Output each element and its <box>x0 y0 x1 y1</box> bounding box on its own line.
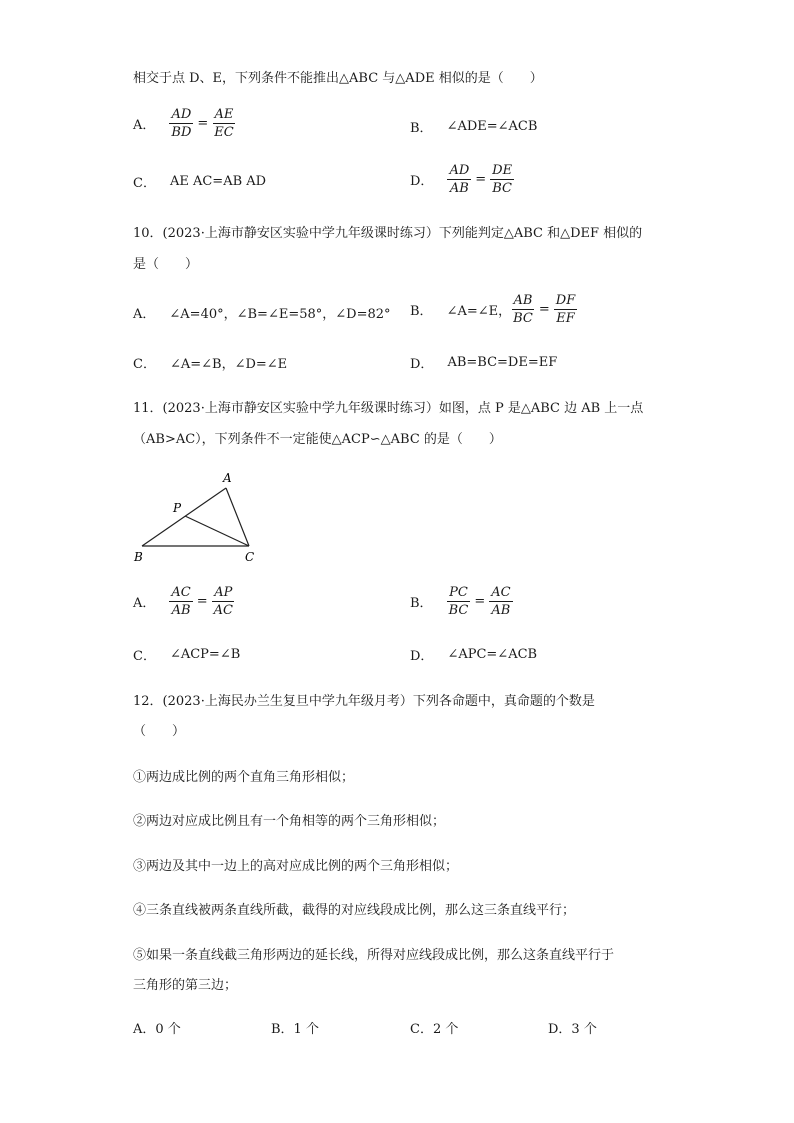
triangle-figure <box>128 468 268 568</box>
fraction: $\frac{AC}{AB}$ <box>171 585 191 618</box>
q11-line1: 11．(2023·上海市静安区实验中学九年级课时练习）如图，点 P 是△ABC 边 AB 上一点 <box>133 401 644 416</box>
fraction: $\frac{AD}{AB}$ <box>449 163 470 196</box>
segment-ba <box>142 488 226 546</box>
q12-statement-1: ①两边成比例的两个直角三角形相似； <box>133 770 355 785</box>
q12-option-c: C．2 个 <box>410 1022 459 1037</box>
q10-option-a: A． ∠A=40°，∠B=∠E=58°，∠D=82° <box>133 307 391 322</box>
q9-option-c: C． AE AC=AB AD <box>133 174 267 191</box>
fraction: $\frac{DE}{BC}$ <box>492 163 513 196</box>
fraction: $\frac{AD}{BD}$ <box>171 107 192 140</box>
fraction: $\frac{AB}{BC}$ <box>513 293 533 326</box>
q12-line2: （ ） <box>133 724 186 739</box>
q11-option-a: A． $\frac{AC}{AB}$ = $\frac{AP}{AC}$ <box>133 585 233 618</box>
q12-option-b: B．1 个 <box>271 1022 319 1037</box>
fraction: $\frac{AC}{AB}$ <box>491 585 511 618</box>
q9-option-d: D． $\frac{AD}{AB}$ = $\frac{DE}{BC}$ <box>410 163 513 196</box>
q12-statement-2: ②两边对应成比例且有一个角相等的两个三角形相似； <box>133 814 446 829</box>
label-c: C <box>245 550 255 564</box>
fraction: $\frac{DF}{EF}$ <box>555 293 576 326</box>
q12-statement-4: ④三条直线被两条直线所截，截得的对应线段成比例，那么这三条直线平行； <box>133 903 576 918</box>
label-a: A <box>223 471 232 485</box>
q10-line2: 是（ ） <box>133 257 199 272</box>
q9-stem: 相交于点 D、E，下列条件不能推出△ABC 与△ADE 相似的是（ ） <box>133 71 543 86</box>
q9-option-a: A． $\frac{AD}{BD}$ = $\frac{AE}{EC}$ <box>133 107 234 140</box>
q11-option-c: C． ∠ACP=∠B <box>133 647 241 664</box>
fraction: $\frac{PC}{BC}$ <box>448 585 469 618</box>
q12-option-d: D．3 个 <box>548 1022 597 1037</box>
q10-option-d: D． AB=BC=DE=EF <box>410 355 558 372</box>
q10-line1: 10．(2023·上海市静安区实验中学九年级课时练习）下列能判定△ABC 和△DEF 相似的 <box>133 226 643 241</box>
q10-option-b: B． ∠A=∠E， $\frac{AB}{BC}$ = $\frac{DF}{EF}$ <box>410 293 576 326</box>
q11-option-b: B． $\frac{PC}{BC}$ = $\frac{AC}{AB}$ <box>410 585 511 618</box>
fraction: $\frac{AE}{EC}$ <box>214 107 234 140</box>
fraction: $\frac{AP}{AC}$ <box>213 585 233 618</box>
q11-line2: （AB>AC），下列条件不一定能使△ACP∽△ABC 的是（ ） <box>133 432 502 447</box>
q11-option-d: D． ∠APC=∠ACB <box>410 647 538 664</box>
label-b: B <box>134 550 143 564</box>
q12-statement-5: ⑤如果一条直线截三角形两边的延长线，所得对应线段成比例，那么这条直线平行于 <box>133 948 615 963</box>
q12-statement-3: ③两边及其中一边上的高对应成比例的两个三角形相似； <box>133 859 459 874</box>
q10-option-c: C． ∠A=∠B，∠D=∠E <box>133 357 288 372</box>
label-p: P <box>173 501 182 515</box>
q9-option-b: B． ∠ADE=∠ACB <box>410 119 538 136</box>
q12-statement-5-cont: 三角形的第三边； <box>133 978 238 993</box>
q12-line1: 12．(2023·上海民办兰生复旦中学九年级月考）下列各命题中，真命题的个数是 <box>133 694 595 709</box>
q12-option-a: A．0 个 <box>133 1022 181 1037</box>
